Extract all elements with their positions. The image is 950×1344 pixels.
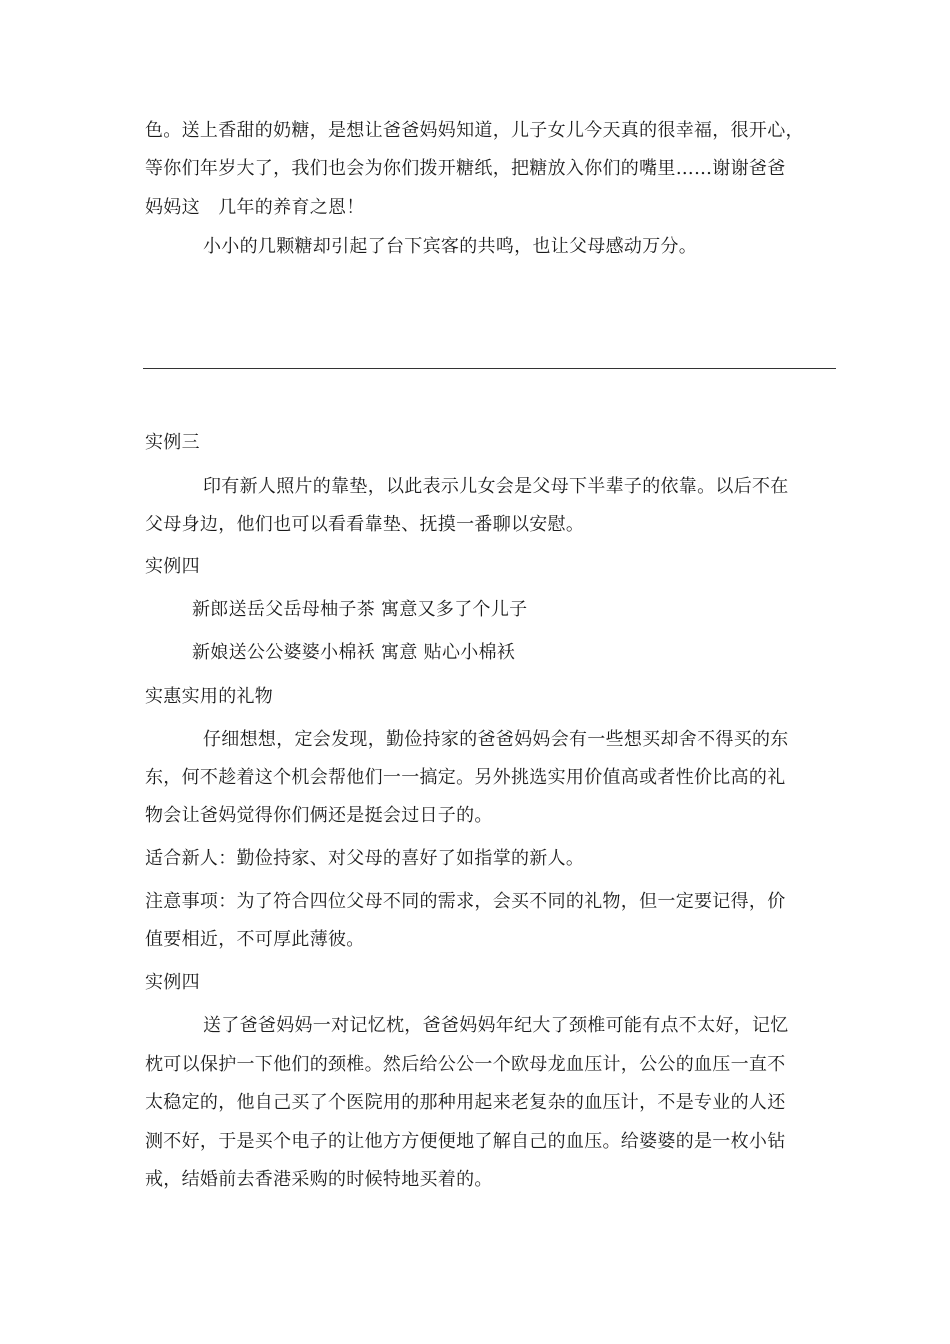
paragraph-line: 枕可以保护一下他们的颈椎。然后给公公一个欧母龙血压计，公公的血压一直不 <box>145 1054 786 1075</box>
notes-line: 注意事项：为了符合四位父母不同的需求，会买不同的礼物，但一定要记得，价 <box>145 891 786 912</box>
section-heading: 实惠实用的礼物 <box>145 686 274 707</box>
section-heading: 实例四 <box>145 556 200 577</box>
section-divider <box>143 368 836 369</box>
paragraph-line: 仔细想想，定会发现，勤俭持家的爸爸妈妈会有一些想买却舍不得买的东 <box>203 729 789 750</box>
paragraph-line: 测不好，于是买个电子的让他方方便便地了解自己的血压。给婆婆的是一枚小钻 <box>145 1131 786 1152</box>
section-heading: 实例三 <box>145 432 200 453</box>
list-item: 新郎送岳父岳母柚子茶 寓意又多了个儿子 <box>192 599 528 620</box>
list-item: 新娘送公公婆婆小棉袄 寓意 贴心小棉袄 <box>192 642 516 663</box>
paragraph-line: 妈妈这 几年的养育之恩！ <box>145 197 365 218</box>
paragraph-line: 印有新人照片的靠垫，以此表示儿女会是父母下半辈子的依靠。以后不在 <box>203 476 789 497</box>
paragraph-line: 等你们年岁大了，我们也会为你们拨开糖纸，把糖放入你们的嘴里……谢谢爸爸 <box>145 158 786 179</box>
notes-line: 值要相近，不可厚此薄彼。 <box>145 929 365 950</box>
paragraph-line: 送了爸爸妈妈一对记忆枕，爸爸妈妈年纪大了颈椎可能有点不太好，记忆 <box>203 1015 789 1036</box>
paragraph-line: 东，何不趁着这个机会帮他们一一搞定。另外挑选实用价值高或者性价比高的礼 <box>145 767 786 788</box>
paragraph-line: 小小的几颗糖却引起了台下宾客的共鸣，也让父母感动万分。 <box>203 236 698 257</box>
paragraph-line: 物会让爸妈觉得你们俩还是挺会过日子的。 <box>145 805 493 826</box>
paragraph-line: 色。送上香甜的奶糖，是想让爸爸妈妈知道，儿子女儿今天真的很幸福，很开心， <box>145 120 804 141</box>
paragraph-line: 太稳定的，他自己买了个医院用的那种用起来老复杂的血压计，不是专业的人还 <box>145 1092 786 1113</box>
section-heading: 实例四 <box>145 972 200 993</box>
paragraph-line: 父母身边，他们也可以看看靠垫、抚摸一番聊以安慰。 <box>145 514 585 535</box>
paragraph-line: 戒，结婚前去香港采购的时候特地买着的。 <box>145 1169 493 1190</box>
suitable-line: 适合新人：勤俭持家、对父母的喜好了如指掌的新人。 <box>145 848 585 869</box>
